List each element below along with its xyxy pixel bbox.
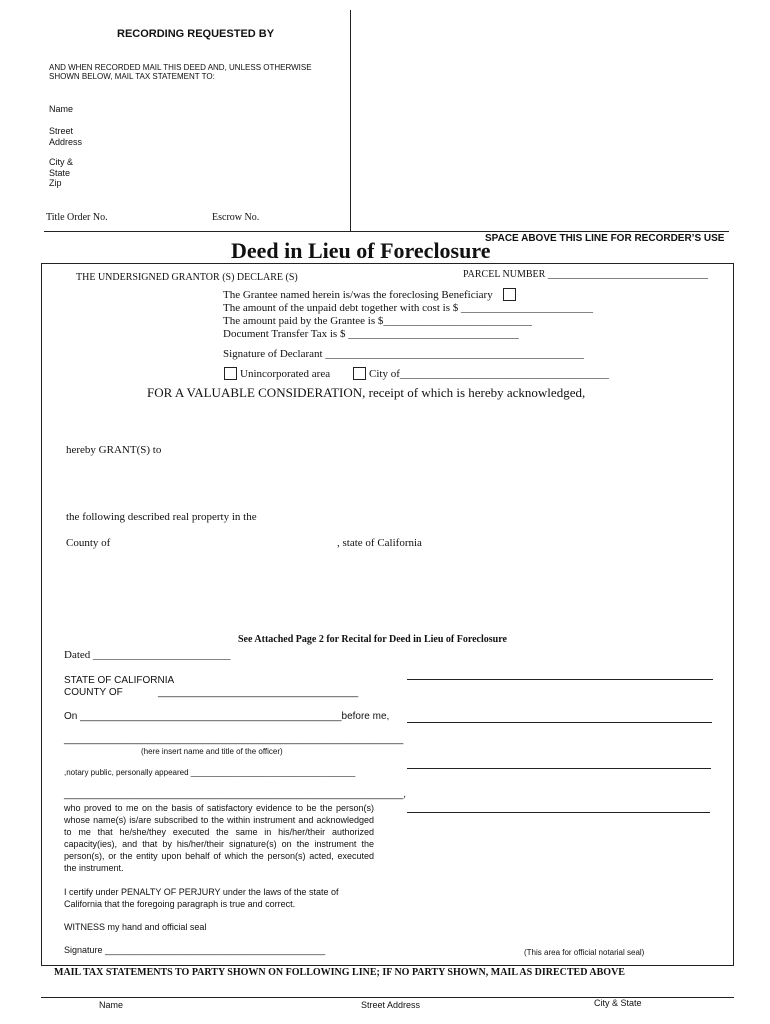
footer-name-label: Name (99, 1000, 124, 1010)
parcel-number: PARCEL NUMBER ________________________________ (463, 269, 708, 280)
notary-county-line: ____________________________________ (158, 687, 359, 698)
mail-instruction-line-1: AND WHEN RECORDED MAIL THIS DEED AND, UNLESS OTHERWISE (49, 63, 312, 72)
county-of-label: County of (66, 537, 111, 549)
beneficiary-checkbox[interactable] (503, 288, 516, 301)
escrow-label: Escrow No. (212, 212, 260, 223)
street-address-label (49, 126, 82, 147)
recorder-use-note: SPACE ABOVE THIS LINE FOR RECORDER’S USE (485, 233, 725, 244)
amount-paid-statement: The amount paid by the Grantee is $___________________________ (223, 315, 532, 327)
city-label-line-2: State (49, 167, 71, 178)
notary-on-before-me: On _______________________________________________before me, (64, 711, 390, 722)
grantor-signature-line-2[interactable] (407, 722, 712, 723)
notary-proof-paragraph: who proved to me on the basis of satisfactory evidence to be the person(s) whose name(s) is/are subscribed to the within instrument and acknowledged to me that he/she/they executed the same in his/her/their authorized capacity(ies), and that by his/her/their signature(s) on the instrument the person(s), or the entity upon behalf of which the person(s) acted, executed the instrument. (64, 803, 374, 873)
grantor-signature-line-4[interactable] (407, 812, 710, 813)
notary-officer-hint: (here insert name and title of the officer) (141, 747, 283, 756)
recording-divider-vertical (350, 10, 351, 232)
declarant-signature: Signature of Declarant _______________________________________________ (223, 348, 584, 360)
city-checkbox[interactable] (353, 367, 366, 380)
dated-line: Dated _________________________ (64, 649, 231, 661)
notary-officer-line: _____________________________________________________________ (64, 734, 404, 745)
document-title: Deed in Lieu of Foreclosure (231, 238, 491, 263)
notary-perjury-paragraph: I certify under PENALTY OF PERJURY under the laws of the state of California that the foregoing paragraph is true and correct. (64, 887, 339, 909)
notary-witness: WITNESS my hand and official seal (64, 922, 207, 932)
mail-tax-statement-note: MAIL TAX STATEMENTS TO PARTY SHOWN ON FOLLOWING LINE; IF NO PARTY SHOWN, MAIL AS DIRECTED ABOVE (54, 967, 625, 978)
city-of-label: City of______________________________________ (369, 368, 609, 380)
grantor-signature-line-3[interactable] (407, 768, 711, 769)
recording-requested-heading: RECORDING REQUESTED BY (117, 28, 275, 40)
city-state-zip-label (49, 157, 73, 189)
described-property: the following described real property in the (66, 511, 257, 523)
mail-instruction-line-2: SHOWN BELOW, MAIL TAX STATEMENT TO: (49, 72, 215, 81)
notary-county: COUNTY OF (64, 687, 123, 698)
grantor-declare: THE UNDERSIGNED GRANTOR (S) DECLARE (S) (76, 272, 298, 283)
notary-state: STATE OF CALIFORNIA (64, 675, 175, 686)
title-order-label: Title Order No. (46, 212, 108, 223)
state-of-california-label: , state of California (337, 537, 422, 549)
see-attached-note: See Attached Page 2 for Recital for Deed in Lieu of Foreclosure (238, 634, 507, 645)
notarial-seal-area: (This area for official notarial seal) (524, 948, 645, 957)
beneficiary-statement: The Grantee named herein is/was the foreclosing Beneficiary (223, 289, 493, 301)
transfer-tax-statement: Document Transfer Tax is $ _______________________________ (223, 328, 519, 340)
name-label: Name (49, 104, 74, 114)
recorder-use-line (44, 231, 729, 232)
grantor-signature-line-1[interactable] (407, 679, 713, 680)
grant-to: hereby GRANT(S) to (66, 444, 162, 456)
unincorporated-checkbox[interactable] (224, 367, 237, 380)
street-label-line-1: Street (49, 126, 74, 136)
valuable-consideration: FOR A VALUABLE CONSIDERATION, receipt of which is hereby acknowledged, (147, 385, 586, 400)
city-label-line-1: City & (49, 157, 74, 167)
notary-appeared-line: _____________________________________________________________, (64, 789, 407, 800)
footer-city-state-label: City & State (594, 998, 642, 1008)
unincorporated-label: Unincorporated area (240, 368, 331, 380)
unpaid-debt-statement: The amount of the unpaid debt together with cost is $ ________________________ (223, 302, 593, 314)
notary-personally-appeared: ,notary public, personally appeared _____________________________________ (64, 768, 356, 777)
city-label-line-3: Zip (49, 178, 62, 188)
footer-street-label: Street Address (361, 1000, 421, 1010)
notary-signature: Signature ____________________________________________ (64, 945, 326, 955)
street-label-line-2: Address (49, 136, 83, 147)
